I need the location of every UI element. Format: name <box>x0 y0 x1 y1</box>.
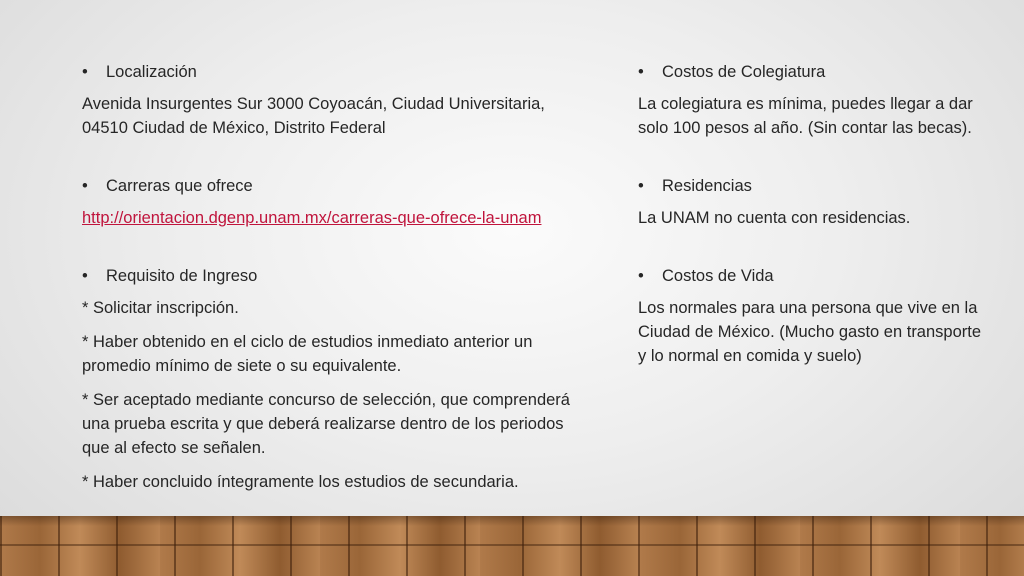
carreras-link[interactable]: http://orientacion.dgenp.unam.mx/carreras-que-ofrece-la-unam <box>82 209 542 227</box>
costos-vida-text: Los normales para una persona que vive en la Ciudad de México. (Mucho gasto en transporte y lo normal en comida y suelo) <box>638 299 982 365</box>
bullet-icon: • <box>82 177 88 195</box>
heading-localizacion <box>82 60 582 84</box>
requisito-item: * Haber concluido íntegramente los estudios de secundaria. <box>82 473 519 491</box>
heading-requisito <box>82 264 582 288</box>
carreras-link-wrap <box>82 206 582 230</box>
heading-text: Residencias <box>662 177 752 195</box>
bullet-icon: • <box>638 63 644 81</box>
heading-carreras <box>82 174 582 198</box>
left-column <box>82 60 582 504</box>
heading-costos-colegiatura <box>638 60 988 84</box>
heading-text: Carreras que ofrece <box>106 177 253 195</box>
heading-costos-vida <box>638 264 988 288</box>
heading-residencias <box>638 174 988 198</box>
heading-text: Requisito de Ingreso <box>106 267 258 285</box>
heading-text: Localización <box>106 63 197 81</box>
bullet-icon: • <box>82 267 88 285</box>
bullet-icon: • <box>638 177 644 195</box>
bullet-icon: • <box>638 267 644 285</box>
residencias-text: La UNAM no cuenta con residencias. <box>638 209 911 227</box>
heading-text: Costos de Vida <box>662 267 774 285</box>
address-text: Avenida Insurgentes Sur 3000 Coyoacán, Ciudad Universitaria, 04510 Ciudad de México, Distrito Federal <box>82 95 545 137</box>
requisito-item: * Haber obtenido en el ciclo de estudios inmediato anterior un promedio mínimo de siete o su equivalente. <box>82 333 533 375</box>
requisito-item: * Ser aceptado mediante concurso de selección, que comprenderá una prueba escrita y que deberá realizarse dentro de los periodos que al efecto se señalen. <box>82 391 570 457</box>
wood-floor-decoration <box>0 516 1024 576</box>
colegiatura-text: La colegiatura es mínima, puedes llegar a dar solo 100 pesos al año. (Sin contar las becas). <box>638 95 973 137</box>
bullet-icon: • <box>82 63 88 81</box>
right-column <box>638 60 988 378</box>
heading-text: Costos de Colegiatura <box>662 63 826 81</box>
requisito-item: * Solicitar inscripción. <box>82 299 239 317</box>
